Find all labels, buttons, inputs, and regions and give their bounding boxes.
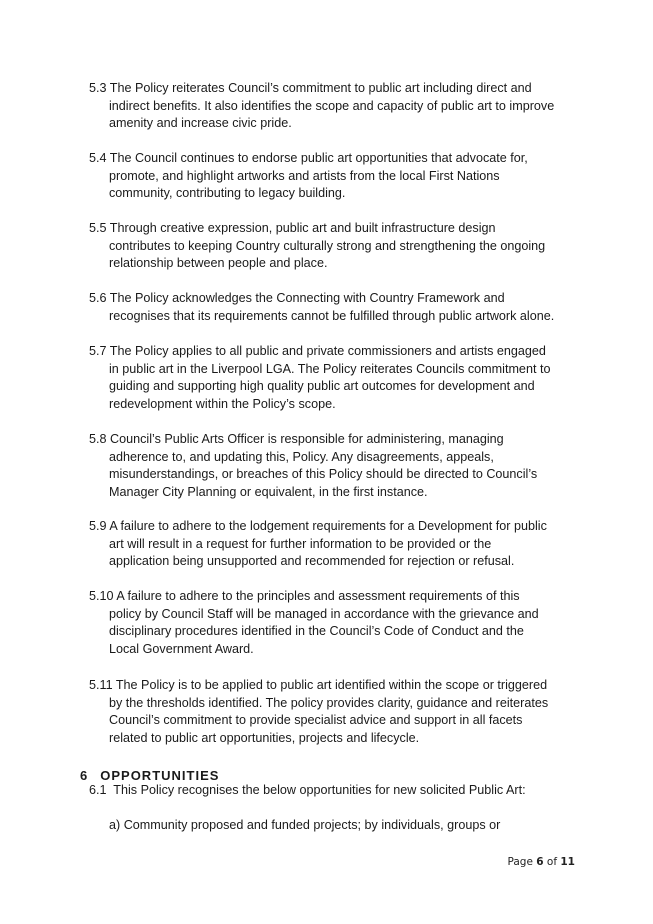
- clause-text: Through creative expression, public art and built infrastructure design: [109, 221, 496, 235]
- clause-text: adherence to, and updating this, Policy. Any disagreements, appeals,: [109, 449, 494, 464]
- clause-text: The Policy is to be applied to public art identified within the scope or triggered: [115, 678, 548, 692]
- clause-5-9: [89, 518, 589, 571]
- clause-number: 5.8: [89, 432, 107, 446]
- clause-text: A failure to adhere to the principles and assessment requirements of this: [116, 589, 520, 603]
- current-page: 6: [536, 856, 544, 868]
- clause-text: The Policy reiterates Council’s commitment to public art including direct and: [109, 81, 532, 95]
- clause-text: A failure to adhere to the lodgement requirements for a Development for public: [109, 519, 547, 533]
- clause-text: guiding and supporting high quality public art outcomes for development and: [109, 379, 535, 394]
- clause-5-8: [89, 431, 589, 501]
- clause-text: related to public art opportunities, projects and lifecycle.: [109, 730, 420, 745]
- clause-text: application being unsupported and recommended for rejection or refusal.: [109, 554, 515, 569]
- clause-text: Local Government Award.: [109, 641, 254, 656]
- sub-clause-6-1: [89, 782, 526, 800]
- clause-text: This Policy recognises the below opportunities for new solicited Public Art:: [113, 783, 526, 797]
- clause-text: in public art in the Liverpool LGA. The Policy reiterates Councils commitment to: [109, 361, 551, 376]
- clause-text: contributes to keeping Country culturally strong and strengthening the ongoing: [109, 238, 546, 253]
- clause-number: 5.11: [89, 678, 113, 692]
- section-title: OPPORTUNITIES: [100, 768, 220, 783]
- section-heading: [80, 768, 219, 783]
- section-number: 6: [80, 768, 89, 783]
- clause-text: redevelopment within the Policy’s scope.: [109, 396, 336, 411]
- clause-text: The Policy acknowledges the Connecting with Country Framework and: [109, 291, 505, 305]
- clause-text: The Council continues to endorse public art opportunities that advocate for,: [109, 151, 528, 165]
- clause-text: amenity and increase civic pride.: [109, 116, 292, 131]
- clause-5-6: [89, 290, 589, 325]
- list-item-a: a) Community proposed and funded projects; by individuals, groups or: [109, 818, 501, 832]
- clause-text: disciplinary procedures identified in the Council’s Code of Conduct and the: [109, 624, 524, 639]
- clause-number: 5.9: [89, 519, 107, 533]
- clause-5-5: [89, 220, 589, 273]
- clause-number: 5.4: [89, 151, 107, 165]
- clause-5-10: [89, 588, 589, 658]
- clause-text: policy by Council Staff will be managed in accordance with the grievance and: [109, 606, 539, 621]
- clause-text: Council’s commitment to provide specialist advice and support in all facets: [109, 713, 523, 728]
- page-number: Page 6 of 11: [507, 856, 575, 868]
- total-pages: 11: [560, 856, 575, 868]
- clause-5-7: [89, 343, 589, 413]
- clause-text: misunderstandings, or breaches of this Policy should be directed to Council’s: [109, 467, 538, 482]
- clause-number: 5.10: [89, 589, 114, 603]
- clause-number: 5.6: [89, 291, 107, 305]
- clause-text: art will result in a request for further information to be provided or the: [109, 536, 492, 551]
- clause-text: by the thresholds identified. The policy provides clarity, guidance and reiterates: [109, 695, 549, 710]
- clause-number: 5.5: [89, 221, 107, 235]
- clause-5-4: [89, 150, 589, 203]
- clause-text: indirect benefits. It also identifies the scope and capacity of public art to improve: [109, 98, 555, 113]
- clause-text: relationship between people and place.: [109, 256, 328, 271]
- clause-number: 5.7: [89, 344, 107, 358]
- clause-text: The Policy applies to all public and private commissioners and artists engaged: [109, 344, 546, 358]
- clause-text: Manager City Planning or equivalent, in the first instance.: [109, 484, 428, 499]
- clause-5-11: [89, 677, 589, 747]
- clause-number: 6.1: [89, 783, 107, 797]
- clause-number: 5.3: [89, 81, 107, 95]
- clause-text: recognises that its requirements cannot be fulfilled through public artwork alone.: [109, 308, 555, 323]
- clause-5-3: [89, 80, 589, 133]
- clause-text: Council’s Public Arts Officer is responsible for administering, managing: [110, 432, 504, 446]
- clause-text: community, contributing to legacy building.: [109, 186, 346, 201]
- clause-text: promote, and highlight artworks and artists from the local First Nations: [109, 168, 500, 183]
